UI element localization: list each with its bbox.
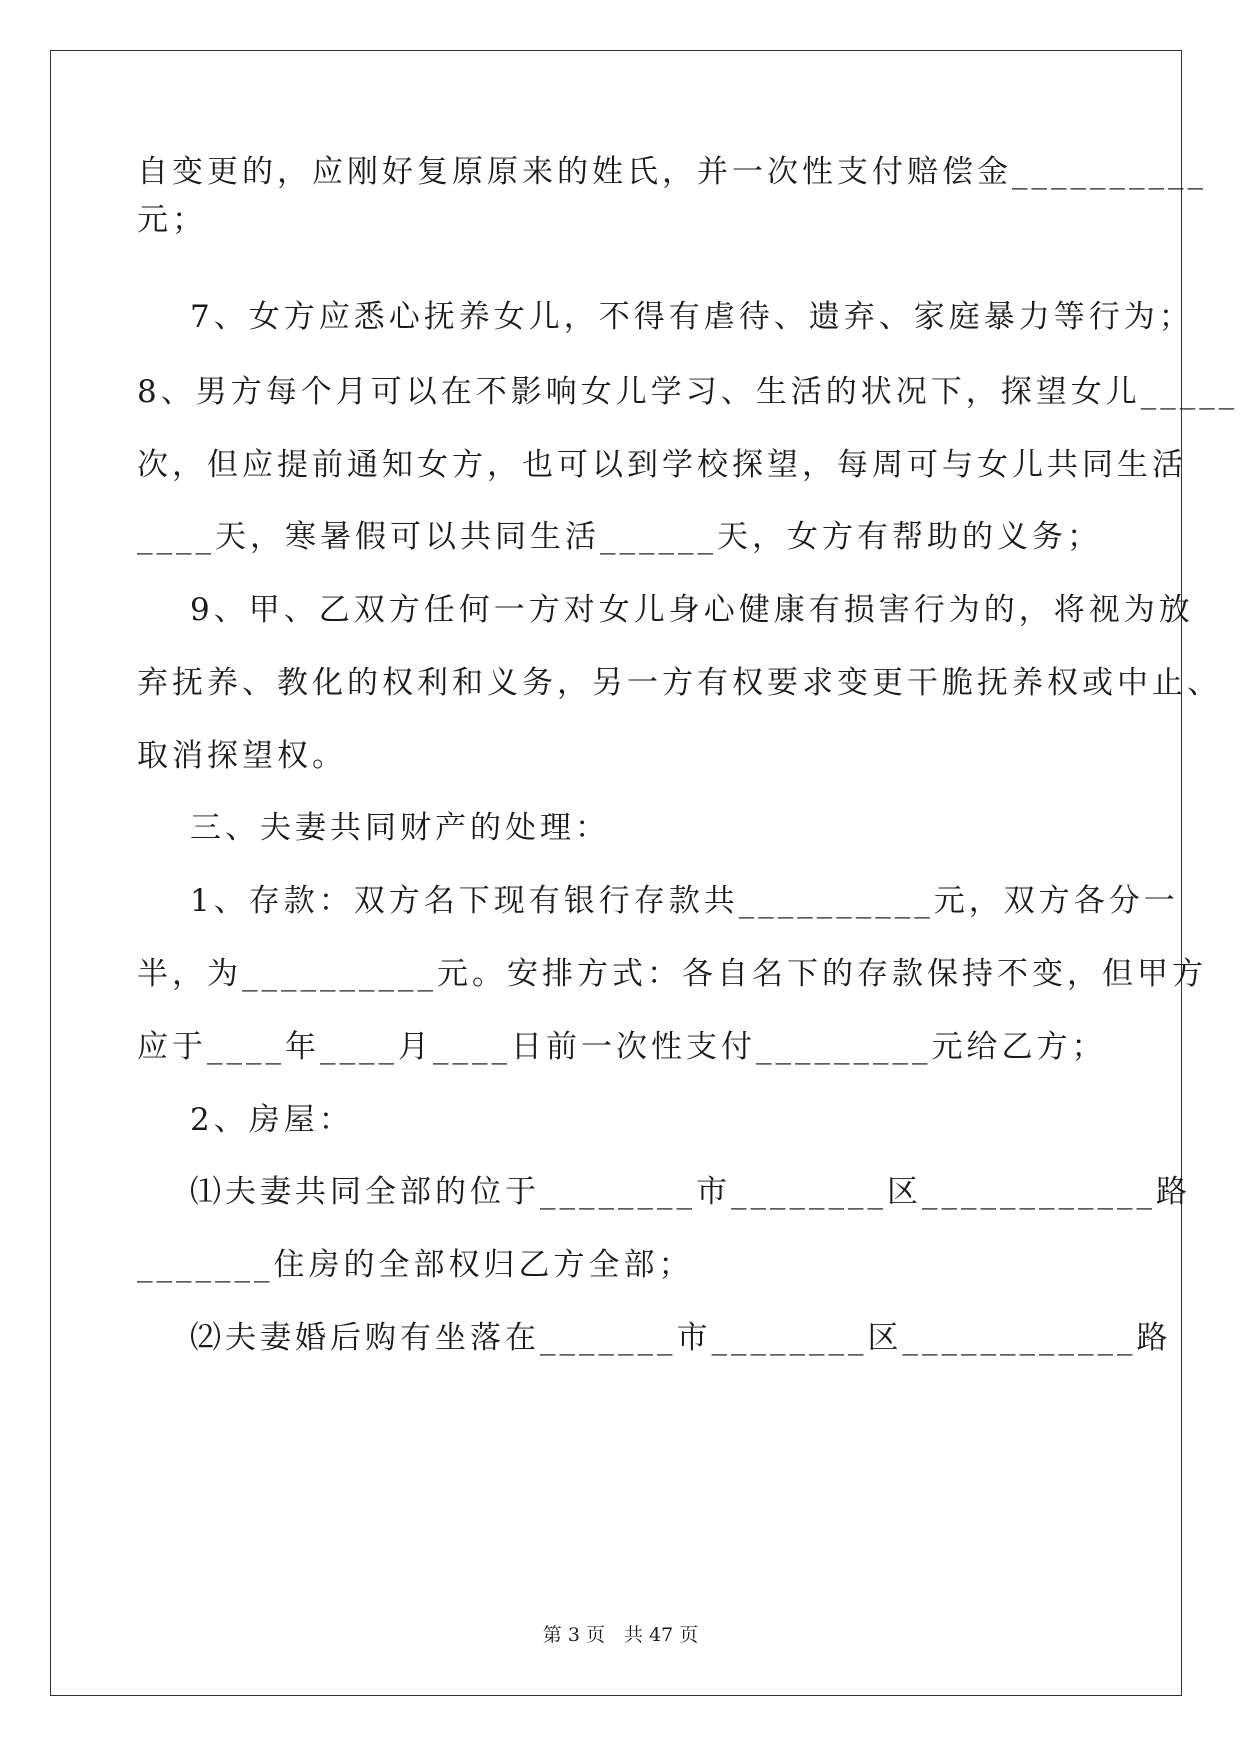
text-line: ⑵夫妻婚后购有坐落在_______市________区____________路 (190, 1320, 1172, 1356)
text-line: 次，但应提前通知女方，也可以到学校探望，每周可与女儿共同生活 (137, 447, 1187, 483)
text-line: 9、甲、乙双方任何一方对女儿身心健康有损害行为的，将视为放 (190, 592, 1194, 628)
text-line: 取消探望权。 (137, 738, 347, 774)
text-line: ____天，寒暑假可以共同生活______天，女方有帮助的义务； (137, 519, 1102, 555)
text-line: ⑴夫妻共同全部的位于________市________区____________路 (190, 1174, 1191, 1210)
page-number-footer: 第 3 页 共 47 页 (542, 1624, 699, 1646)
text-line: 元； (137, 202, 207, 238)
text-line: 7、女方应悉心抚养女儿，不得有虐待、遗弃、家庭暴力等行为； (190, 299, 1194, 335)
section-heading: 三、夫妻共同财产的处理： (190, 810, 610, 846)
text-line: 8、男方每个月可以在不影响女儿学习、生活的状况下，探望女儿_____ (137, 374, 1239, 410)
text-line: 自变更的，应刚好复原原来的姓氏，并一次性支付赔偿金__________ (137, 154, 1207, 190)
text-line: 2、房屋： (190, 1102, 354, 1138)
text-line: 半，为__________元。安排方式：各自名下的存款保持不变，但甲方 (137, 956, 1207, 992)
text-line: _______住房的全部权归乙方全部； (137, 1247, 694, 1283)
text-line: 1、存款：双方名下现有银行存款共__________元，双方各分一 (190, 883, 1179, 919)
text-line: 弃抚养、教化的权利和义务，另一方有权要求变更干脆抚养权或中止、 (137, 665, 1222, 701)
text-line: 应于____年____月____日前一次性支付_________元给乙方； (137, 1029, 1107, 1065)
